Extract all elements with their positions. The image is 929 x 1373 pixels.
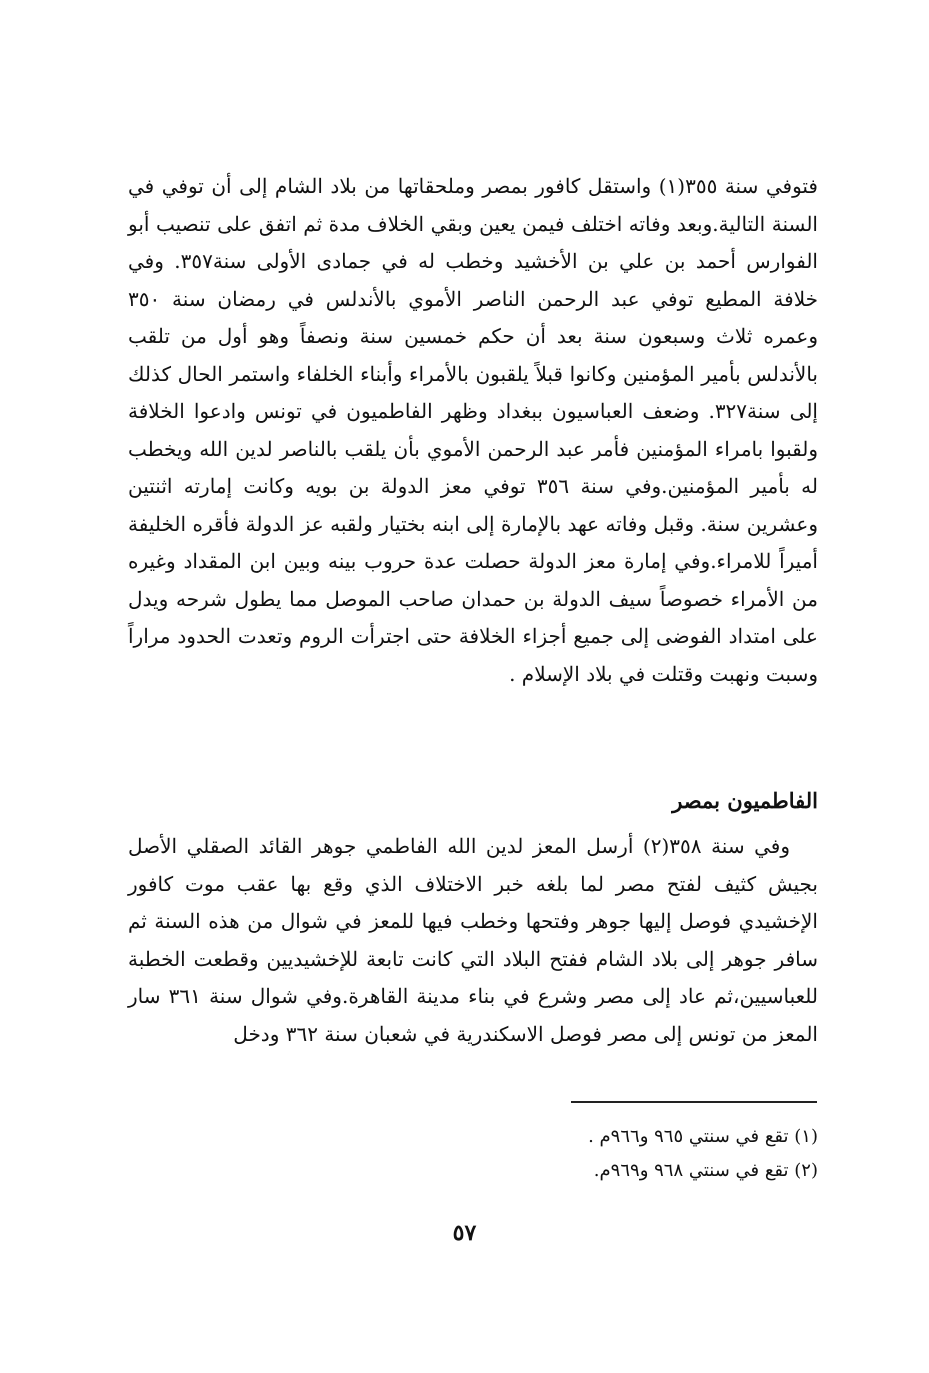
- footnote-divider: [571, 1101, 817, 1103]
- paragraph-2: وفي سنة ٣٥٨(٢) أرسل المعز لدين الله الفاطمي جوهر القائد الصقلي الأصل بجيش كثيف لفتح مصر لما بلغه خبر الاختلاف الذي وقع بها عقب موت كافور الإخشيدي فوصل إليها جوهر وفتحها وخطب فيها للمعز في شوال من هذه السنة ثم سافر جوهر إلى بلاد الشام ففتح البلاد التي كانت تابعة للإخشيديين وقطعت الخطبة للعباسيين،ثم عاد إلى مصر وشرع في بناء مدينة القاهرة.وفي شوال سنة ٣٦١ سار المعز من تونس إلى مصر فوصل الاسكندرية في شعبان سنة ٣٦٢ ودخل: [128, 834, 818, 1046]
- body-text-section-2: [128, 828, 818, 1053]
- body-text-section-1: [128, 168, 818, 693]
- section-heading: الفاطميون بمصر: [672, 788, 818, 813]
- footnote-2: (٢) تقع في سنتي ٩٦٨ و٩٦٩م.: [593, 1160, 818, 1181]
- page-number: ٥٧: [452, 1220, 477, 1246]
- footnote-1: (١) تقع في سنتي ٩٦٥ و٩٦٦م .: [588, 1126, 818, 1147]
- footnotes: [418, 1120, 818, 1188]
- paragraph-1: فتوفي سنة ٣٥٥(١) واستقل كافور بمصر وملحقاتها من بلاد الشام إلى أن توفي في السنة التالية.وبعد وفاته اختلف فيمن يعين وبقي الخلاف مدة ثم اتفق على تنصيب أبو الفوارس أحمد بن علي بن الأخشيد وخطب له في جمادى الأولى سنة٣٥٧. وفي خلافة المطيع توفي عبد الرحمن الناصر الأموي بالأندلس في رمضان سنة ٣٥٠ وعمره ثلاث وسبعون سنة بعد أن حكم خمسين سنة ونصفاً وهو أول من تلقب بالأندلس بأمير المؤمنين وكانوا قبلاً يلقبون بالأمراء وأبناء الخلفاء واستمر الحال كذلك إلى سنة٣٢٧. وضعف العباسيون ببغداد وظهر الفاطميون في تونس وادعوا الخلافة ولقبوا بامراء المؤمنين فأمر عبد الرحمن الأموي بأن يلقب بالناصر لدين الله ويخطب له بأمير المؤمنين.وفي سنة ٣٥٦ توفي معز الدولة بن بويه وكانت إمارته اثنتين وعشرين سنة. وقبل وفاته عهد بالإمارة إلى ابنه بختيار ولقبه عز الدولة فأقره الخليفة أميراً للامراء.وفي إمارة معز الدولة حصلت عدة حروب بينه وبين ابن المقداد وغيره من الأمراء خصوصاً سيف الدولة بن حمدان صاحب الموصل مما يطول شرحه ويدل على امتداد الفوضى إلى جميع أجزاء الخلافة حتى اجترأت الروم وتعدت الحدود مراراً وسبت ونهبت وقتلت في بلاد الإسلام .: [128, 174, 818, 686]
